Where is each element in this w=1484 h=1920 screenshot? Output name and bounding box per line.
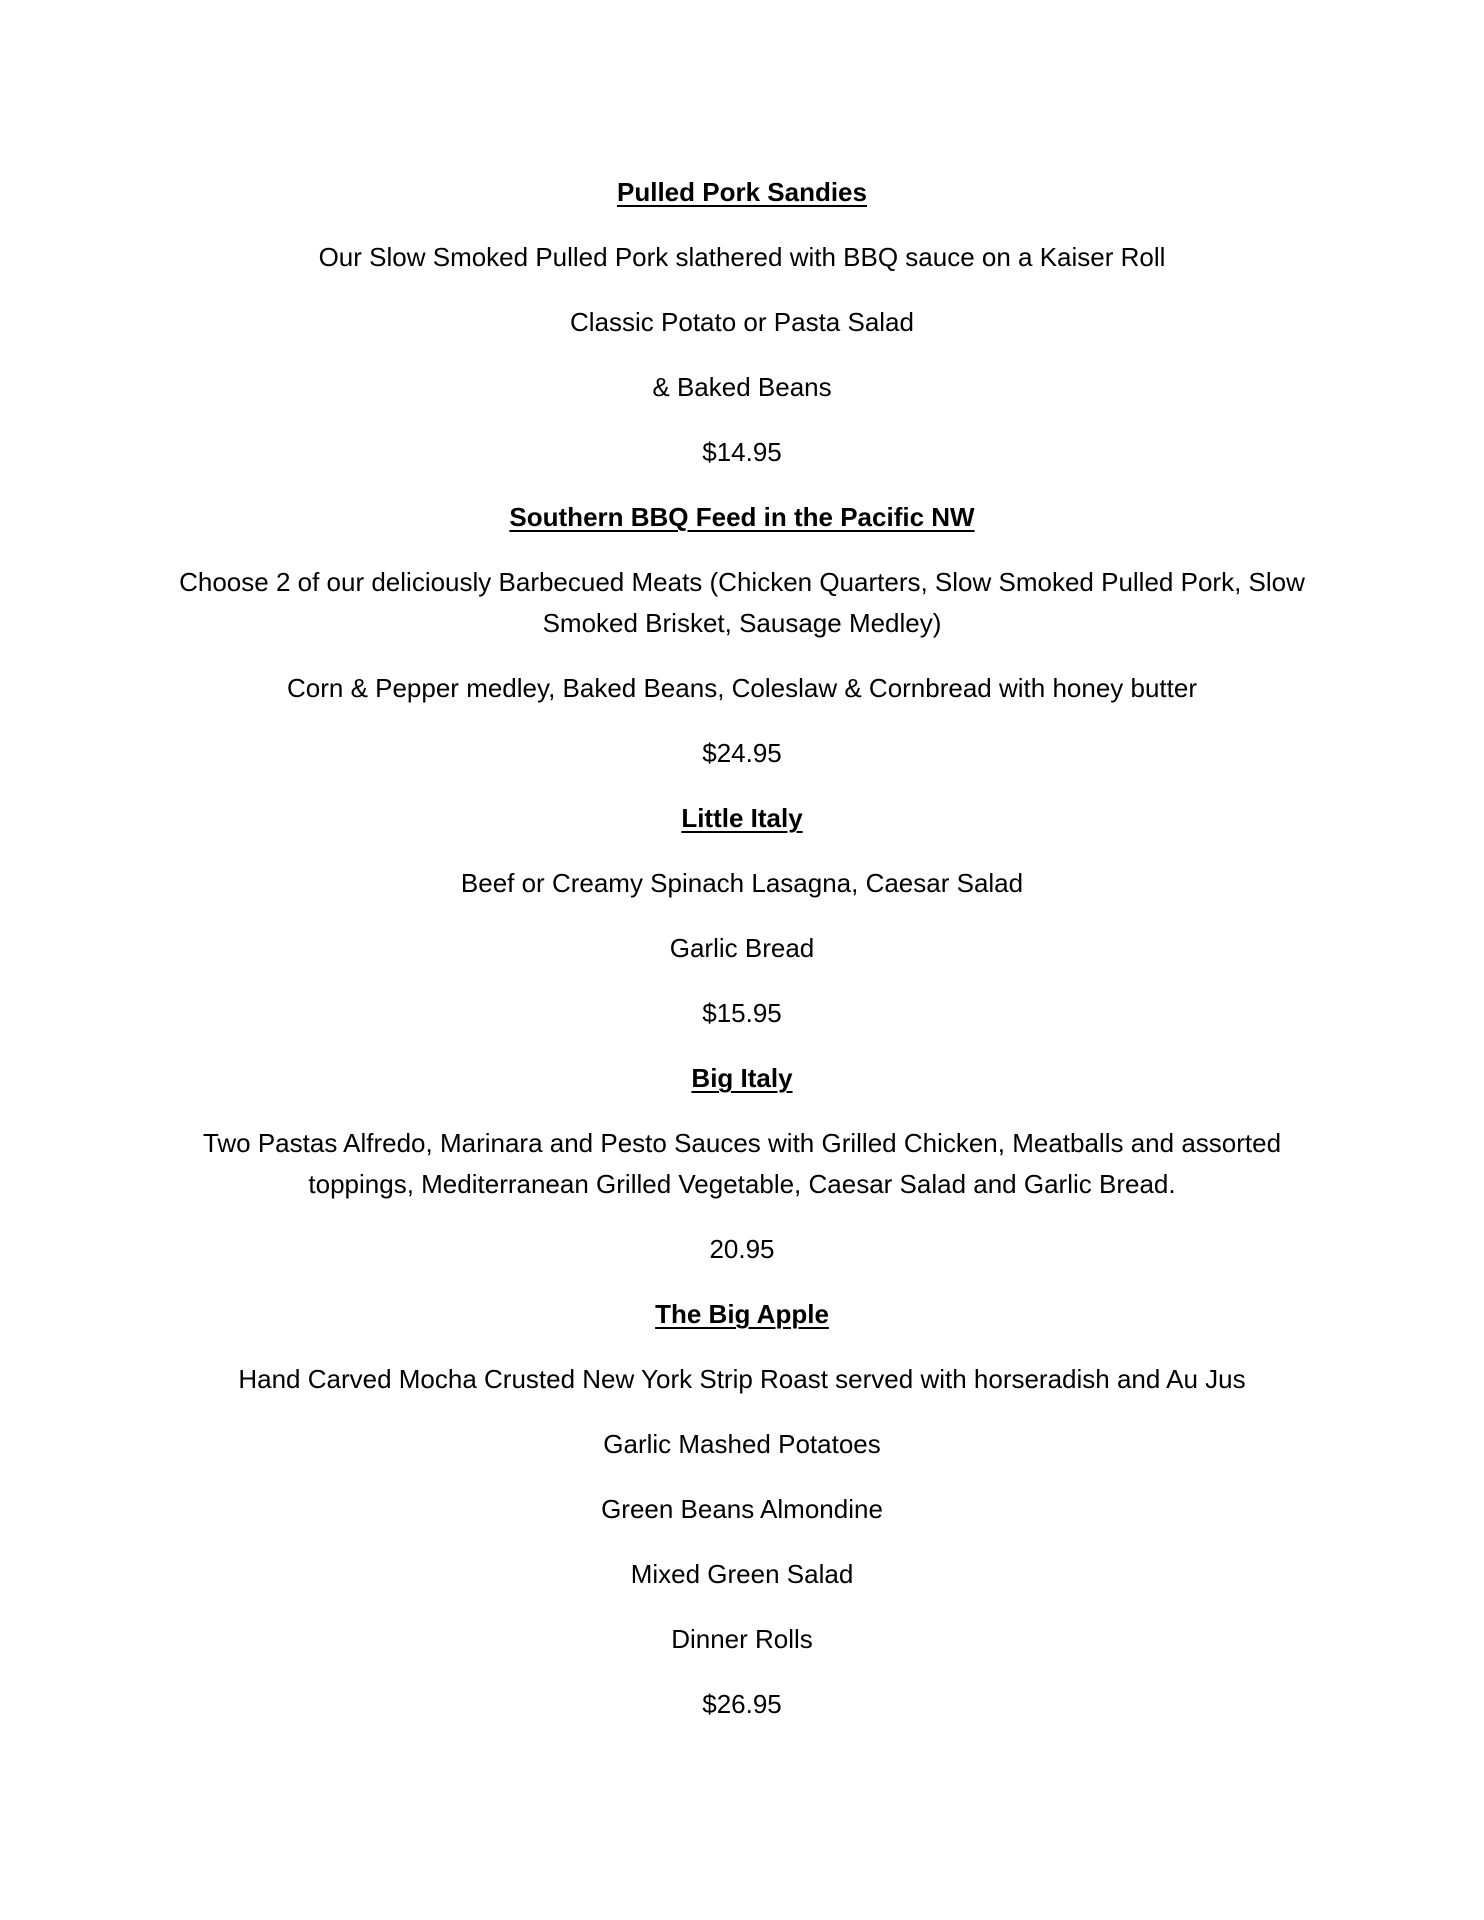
section-title: Big Italy bbox=[691, 1063, 793, 1093]
menu-item-line: Corn & Pepper medley, Baked Beans, Coleslaw & Cornbread with honey butter bbox=[286, 673, 1197, 703]
menu-item-line: Two Pastas Alfredo, Marinara and Pesto Sauces with Grilled Chicken, Meatballs and assorted toppings, Mediterranean Grilled Vegetable, Caesar Salad and Garlic Bread. bbox=[202, 1128, 1282, 1199]
menu-item-line: Hand Carved Mocha Crusted New York Strip Roast served with horseradish and Au Jus bbox=[238, 1364, 1246, 1394]
menu-page bbox=[170, 172, 1314, 1749]
menu-item-line: Classic Potato or Pasta Salad bbox=[570, 307, 914, 337]
section-title: Southern BBQ Feed in the Pacific NW bbox=[509, 502, 975, 532]
menu-section-big-italy bbox=[170, 1058, 1314, 1270]
price: $14.95 bbox=[702, 437, 782, 467]
menu-section-pulled-pork-sandies bbox=[170, 172, 1314, 473]
price: $26.95 bbox=[702, 1689, 782, 1719]
menu-item-line: Mixed Green Salad bbox=[630, 1559, 854, 1589]
menu-item-line: Choose 2 of our deliciously Barbecued Meats (Chicken Quarters, Slow Smoked Pulled Pork, Slow Smoked Brisket, Sausage Medley) bbox=[179, 567, 1305, 638]
menu-item-line: Dinner Rolls bbox=[671, 1624, 813, 1654]
menu-item-line: Garlic Mashed Potatoes bbox=[603, 1429, 881, 1459]
section-title: The Big Apple bbox=[655, 1299, 829, 1329]
menu-item-line: Beef or Creamy Spinach Lasagna, Caesar Salad bbox=[460, 868, 1024, 898]
menu-item-line: Our Slow Smoked Pulled Pork slathered with BBQ sauce on a Kaiser Roll bbox=[318, 242, 1166, 272]
section-title: Pulled Pork Sandies bbox=[617, 177, 867, 207]
menu-item-line: & Baked Beans bbox=[652, 372, 832, 402]
price: $15.95 bbox=[702, 998, 782, 1028]
menu-section-southern-bbq bbox=[170, 497, 1314, 774]
menu-item-line: Garlic Bread bbox=[669, 933, 815, 963]
menu-section-big-apple bbox=[170, 1294, 1314, 1725]
menu-item-line: Green Beans Almondine bbox=[601, 1494, 883, 1524]
price: 20.95 bbox=[709, 1234, 775, 1264]
section-title: Little Italy bbox=[681, 803, 803, 833]
price: $24.95 bbox=[702, 738, 782, 768]
menu-section-little-italy bbox=[170, 798, 1314, 1034]
